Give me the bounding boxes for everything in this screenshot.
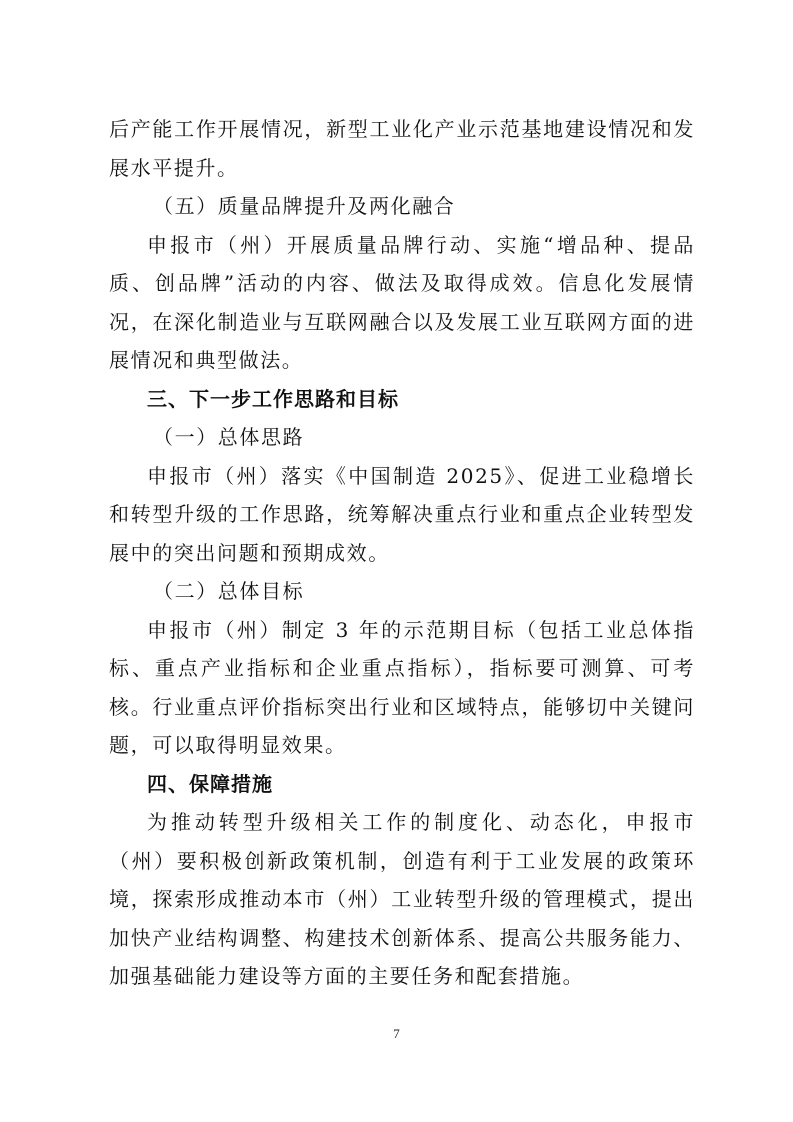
document-body — [109, 110, 695, 996]
page-number: 7 — [393, 1026, 400, 1041]
heading-next-steps: 三、下一步工作思路和目标 — [147, 386, 399, 411]
paragraph-safeguards: 为推动转型升级相关工作的制度化、动态化，申报市（州）要积极创新政策机制，创造有利于工业发展的政策环境，探索形成推动本市（州）工业转型升级的管理模式，提出加快产业结构调整、构建技术创新体系、提高公共服务能力、加强基础能力建设等方面的主要任务和配套措施。 — [109, 810, 695, 988]
subheading-overall-goals: （二）总体目标 — [153, 579, 305, 603]
heading-safeguards: 四、保障措施 — [147, 771, 273, 796]
subheading-overall-approach: （一）总体思路 — [153, 425, 305, 449]
paragraph-overall-approach: 申报市（州）落实《中国制造 2025》、促进工业稳增长和转型升级的工作思路，统筹解决重点行业和重点企业转型发展中的突出问题和预期成效。 — [109, 463, 695, 565]
paragraph-continuation: 后产能工作开展情况，新型工业化产业示范基地建设情况和发展水平提升。 — [109, 117, 695, 180]
subheading-quality-brand: （五）质量品牌提升及两化融合 — [153, 194, 456, 218]
paragraph-overall-goals: 申报市（州）制定 3 年的示范期目标（包括工业总体指标、重点产业指标和企业重点指标），指标要可测算、可考核。行业重点评价指标突出行业和区域特点，能够切中关键问题，可以取得明显效果。 — [109, 617, 695, 757]
paragraph-quality-brand: 申报市（州）开展质量品牌行动、实施“增品种、提品质、创品牌”活动的内容、做法及取得成效。信息化发展情况，在深化制造业与互联网融合以及发展工业互联网方面的进展情况和典型做法。 — [109, 232, 695, 372]
